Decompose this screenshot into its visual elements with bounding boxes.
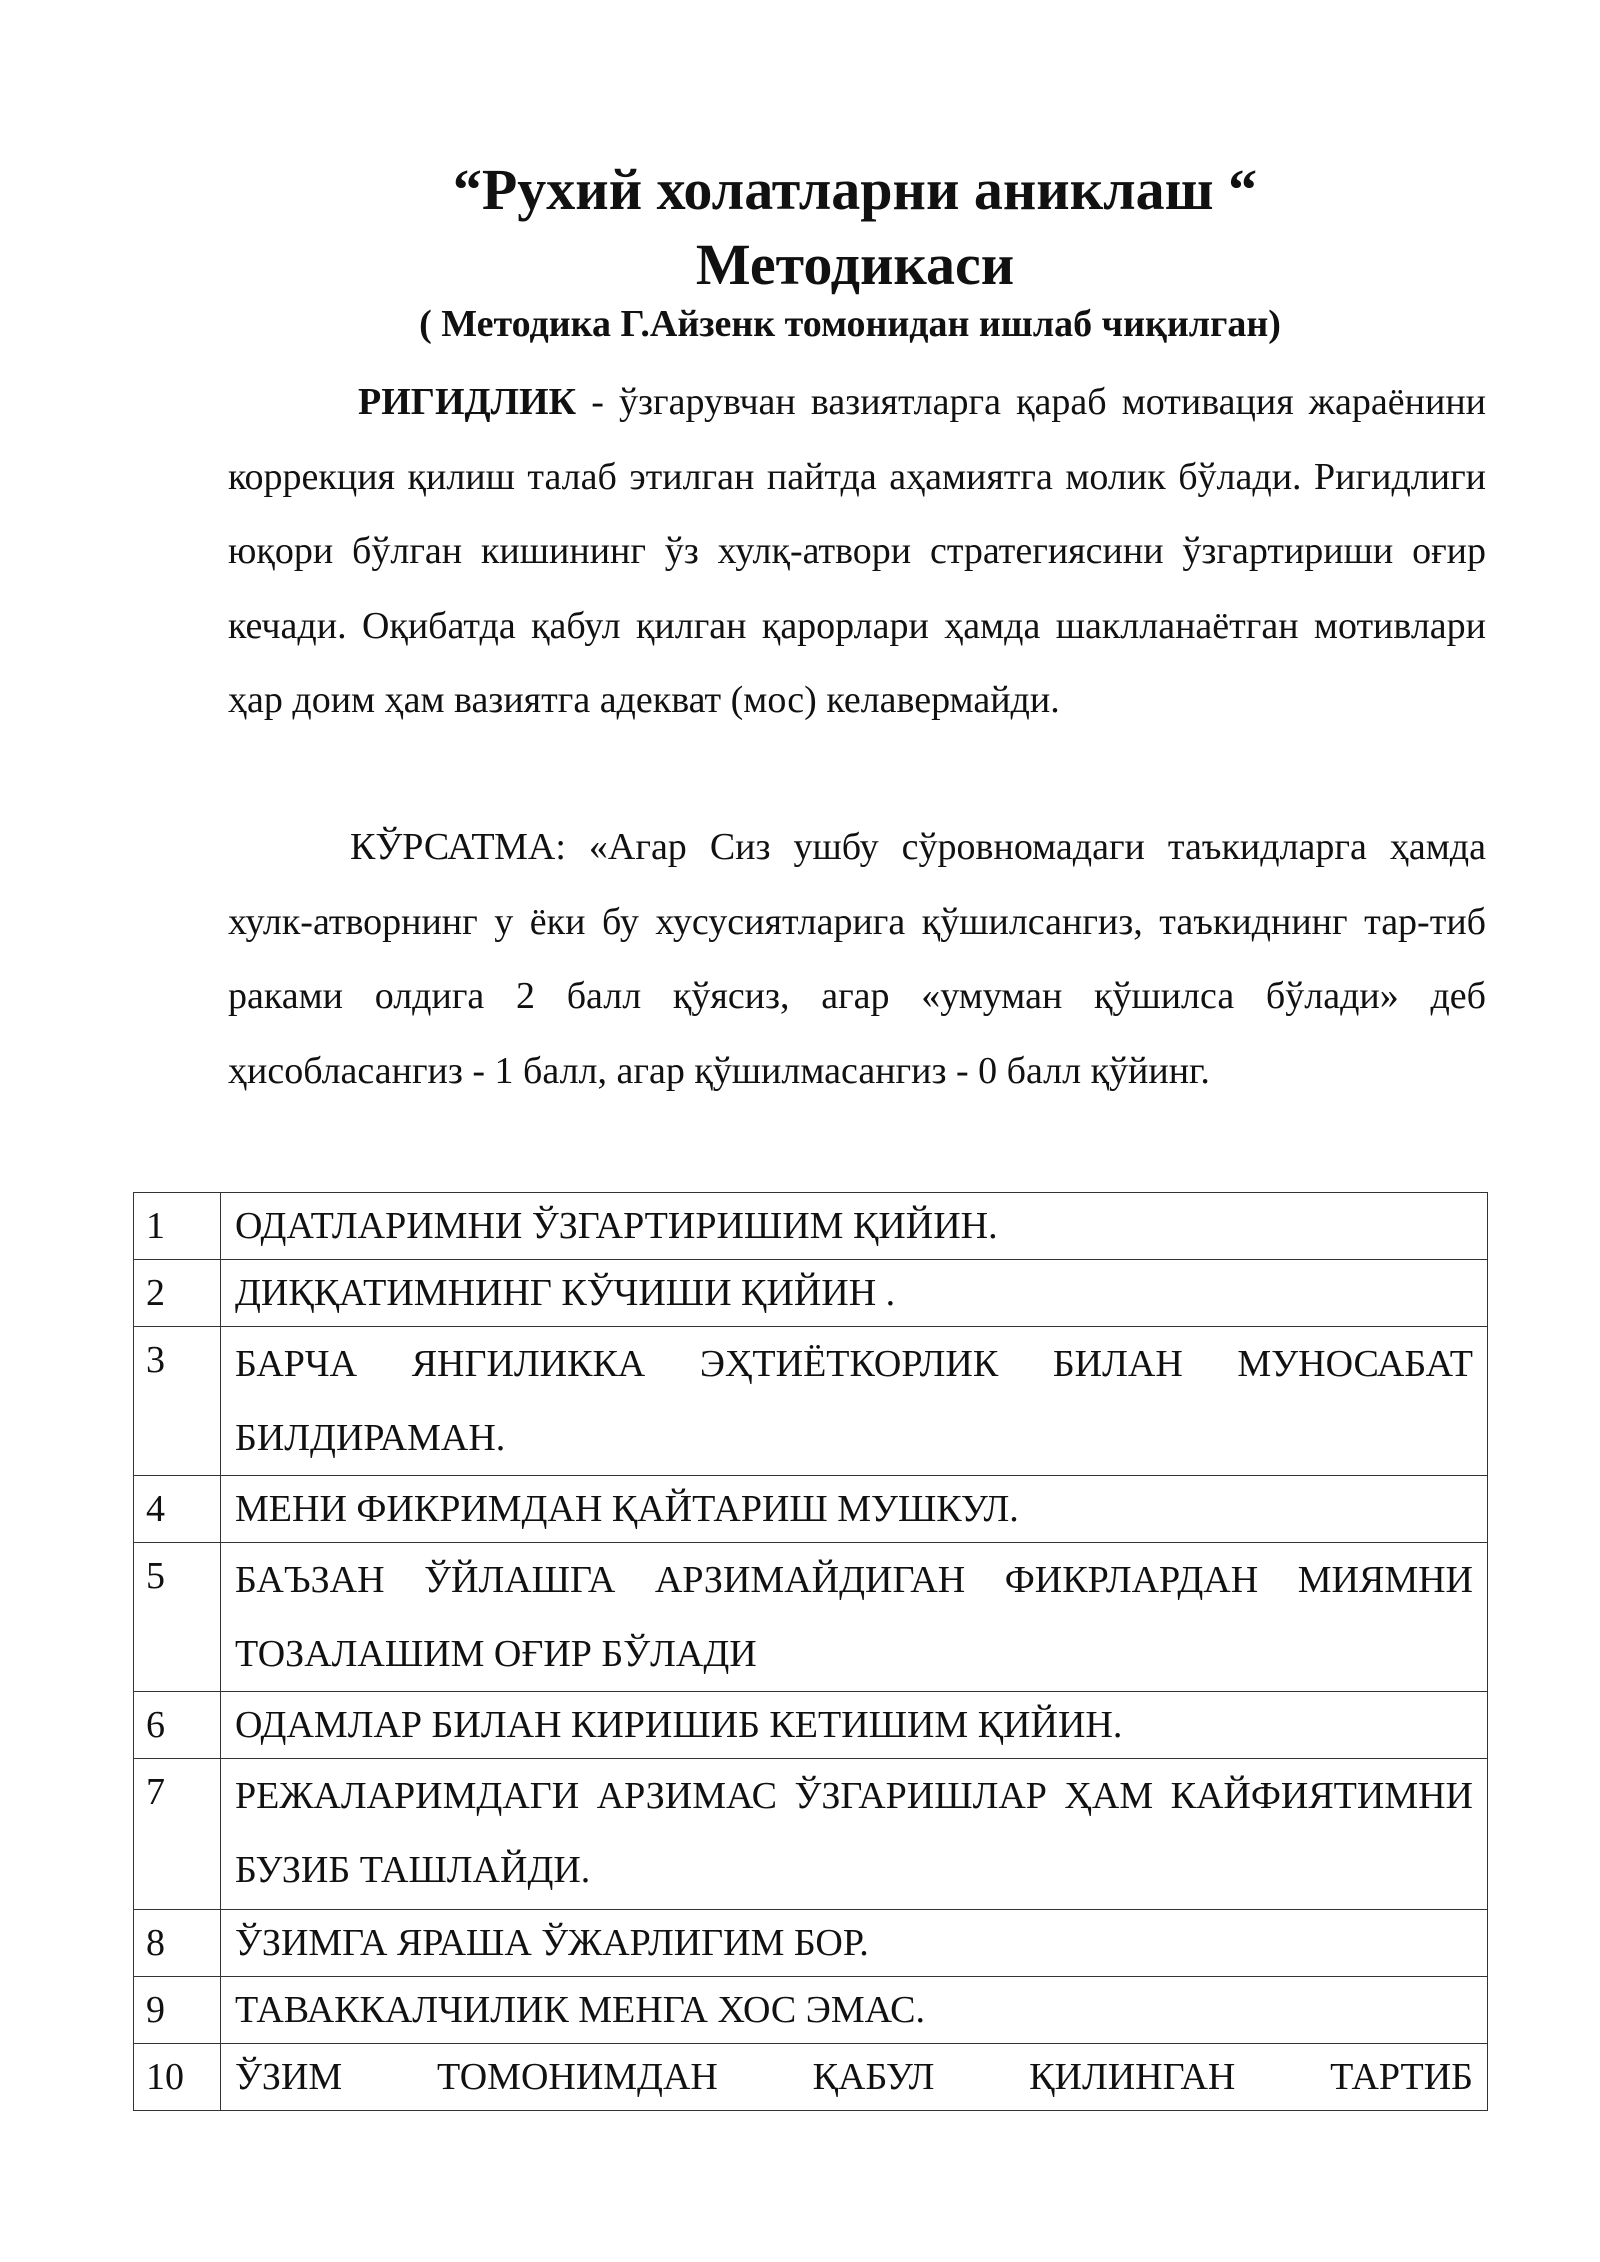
questionnaire-table — [133, 1192, 1488, 2111]
item-number: 9 — [134, 1977, 221, 2044]
instruction-text: КЎРСАТМА: «Агар Сиз ушбу сўровномадаги таъкидларга ҳамда хулк-атворнинг у ёки бу хусусиятларига қўшилсангиз, таъкиднинг тар-тиб раками олдига 2 балл қўясиз, агар «умуман қўшилса бўлади» деб ҳисобласангиз - 1 балл, агар қўшилмасангиз - 0 балл қўйинг. — [228, 826, 1486, 1092]
item-text: БАЪЗАН ЎЙЛАШГА АРЗИМАЙДИГАН ФИКРЛАРДАН МИЯМНИ ТОЗАЛАШИМ ОҒИР БЎЛАДИ — [221, 1543, 1488, 1692]
table-row — [134, 1910, 1488, 1977]
item-text: РЕЖАЛАРИМДАГИ АРЗИМАС ЎЗГАРИШЛАР ҲАМ КАЙФИЯТИМНИ БУЗИБ ТАШЛАЙДИ. — [221, 1759, 1488, 1910]
item-number: 4 — [134, 1476, 221, 1543]
table-row — [134, 1327, 1488, 1476]
item-number: 10 — [134, 2044, 221, 2111]
item-text: БАРЧА ЯНГИЛИККА ЭҲТИЁТКОРЛИК БИЛАН МУНОСАБАТ БИЛДИРАМАН. — [221, 1327, 1488, 1476]
table-row — [134, 1476, 1488, 1543]
rigidity-term: РИГИДЛИК — [358, 381, 577, 423]
item-number: 5 — [134, 1543, 221, 1692]
table-row — [134, 2044, 1488, 2111]
item-number: 1 — [134, 1193, 221, 1260]
item-number: 6 — [134, 1692, 221, 1759]
rigidity-description: - ўзгарувчан вазиятларга қараб мотивация жараёнини коррекция қилиш талаб этилган пайтда аҳамиятга молик бўлади. Ригидлиги юқори бўлган кишининг ўз хулқ-атвори стратегиясини ўзгартириши оғир кечади. Оқибатда қабул қилган қарорлари ҳамда шаклланаётган мотивлари ҳар доим ҳам вазиятга адекват (мос) келавермайди. — [228, 381, 1486, 721]
item-number: 7 — [134, 1759, 221, 1910]
table-row — [134, 1543, 1488, 1692]
item-text: ДИҚҚАТИМНИНГ КЎЧИШИ ҚИЙИН . — [221, 1260, 1488, 1327]
item-text: ЎЗИМ ТОМОНИМДАН ҚАБУЛ ҚИЛИНГАН ТАРТИБ — [221, 2044, 1488, 2111]
item-text: МЕНИ ФИКРИМДАН ҚАЙТАРИШ МУШКУЛ. — [221, 1476, 1488, 1543]
paragraph-instruction — [228, 810, 1486, 1108]
item-text: ТАВАККАЛЧИЛИК МЕНГА ХОС ЭМАС. — [221, 1977, 1488, 2044]
table-row — [134, 1260, 1488, 1327]
item-text: ОДАМЛАР БИЛАН КИРИШИБ КЕТИШИМ ҚИЙИН. — [221, 1692, 1488, 1759]
table-row — [134, 1193, 1488, 1260]
document-title-line1: “Рухий холатларни аниклаш “ — [452, 157, 1258, 222]
document-subtitle: ( Методика Г.Айзенк томонидан ишлаб чиқилган) — [419, 303, 1281, 345]
item-text: ЎЗИМГА ЯРАША ЎЖАРЛИГИМ БОР. — [221, 1910, 1488, 1977]
table-row — [134, 1759, 1488, 1910]
table-row — [134, 1692, 1488, 1759]
item-number: 2 — [134, 1260, 221, 1327]
document-title-line2: Методикаси — [695, 232, 1015, 297]
paragraph-rigidity — [228, 365, 1486, 738]
item-number: 3 — [134, 1327, 221, 1476]
table-row — [134, 1977, 1488, 2044]
item-number: 8 — [134, 1910, 221, 1977]
item-text: ОДАТЛАРИМНИ ЎЗГАРТИРИШИМ ҚИЙИН. — [221, 1193, 1488, 1260]
